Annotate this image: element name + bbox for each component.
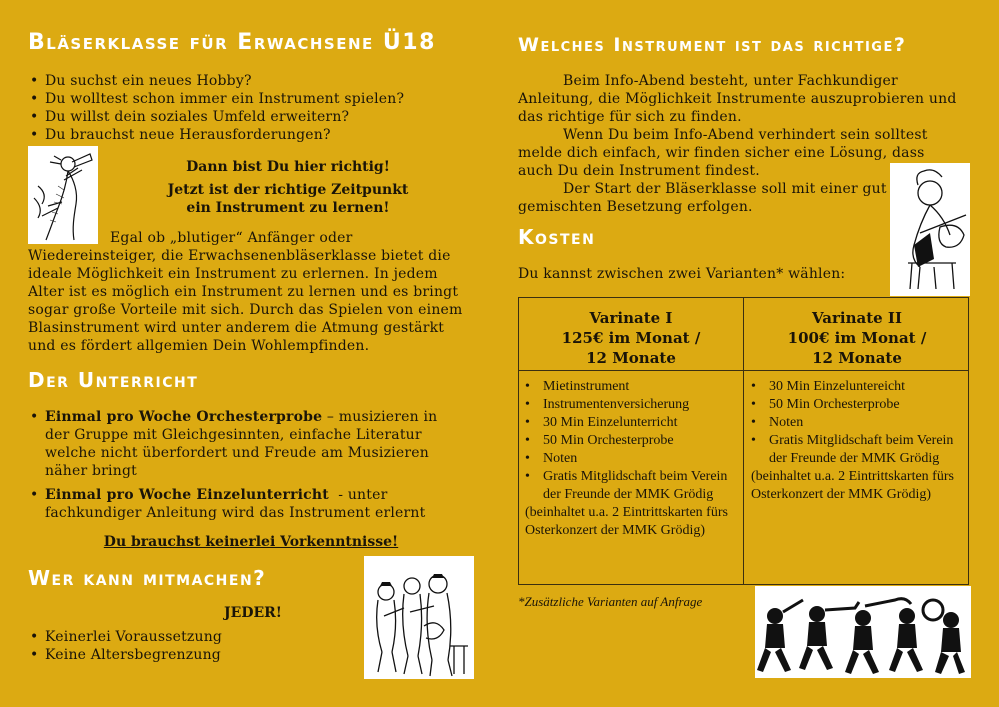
variant-1-list <box>519 378 741 504</box>
instrument-title: Welches Instrument ist das richtige? <box>518 34 907 56</box>
intro-line: Alter ist es möglich ein Instrument zu lernen und es bringt <box>28 284 459 300</box>
para-line: gemischten Besetzung erfolgen. <box>518 199 753 215</box>
intro-paragraph <box>28 229 474 355</box>
item-bold: Einmal pro Woche Einzelunterricht <box>45 487 329 503</box>
intro-line: ideale Möglichkeit ein Instrument zu erlernen. In jedem <box>28 266 438 282</box>
highlight-right-here: Dann bist Du hier richtig! <box>186 159 390 175</box>
item-text: - unter <box>328 487 388 503</box>
violin-player-icon <box>890 163 970 296</box>
list-item: • Noten <box>745 414 967 432</box>
list-item: • Instrumentenversicherung <box>519 396 741 414</box>
variant-duration: 12 Monate <box>586 349 676 367</box>
table-divider <box>519 370 968 371</box>
page-title: Bläserklasse für Erwachsene Ü18 <box>28 30 436 55</box>
list-item: • Noten <box>519 450 741 468</box>
variant-title: Varinate I <box>589 309 673 327</box>
question-list <box>28 72 468 144</box>
list-item: • Du willst dein soziales Umfeld erweitern? <box>28 108 468 126</box>
list-item: • Du brauchst neue Herausforderungen? <box>28 126 468 144</box>
para-line: das richtige für sich zu finden. <box>518 109 742 125</box>
list-item <box>28 486 474 522</box>
para-line: Anleitung, die Möglichkeit Instrumente auszuprobieren und <box>518 91 957 107</box>
violin-player-drawing <box>890 163 970 296</box>
item-text: welche nicht überfordert und Freude am Musizieren <box>45 445 429 461</box>
section-title-kosten: Kosten <box>518 225 596 249</box>
highlight-learn-instrument: ein Instrument zu lernen! <box>186 200 390 216</box>
no-prior-knowledge: Du brauchst keinerlei Vorkenntnisse! <box>103 534 399 550</box>
list-item: • 50 Min Orchesterprobe <box>519 432 741 450</box>
intro-line: Wiedereinsteiger, die Erwachsenenbläserklasse bietet die <box>28 248 451 264</box>
para-line: Wenn Du beim Info-Abend verhindert sein solltest <box>563 127 928 143</box>
wer-list <box>28 628 328 664</box>
item-text: – musizieren in <box>322 409 438 425</box>
para-line: auch Du dein Instrument findest. <box>518 163 760 179</box>
marching-band-silhouette <box>755 586 971 678</box>
highlight-right-time: Jetzt ist der richtige Zeitpunkt <box>167 182 409 198</box>
variants-footnote: *Zusätzliche Varianten auf Anfrage <box>518 594 703 609</box>
list-item: • Keinerlei Voraussetzung <box>28 628 328 646</box>
intro-line: Egal ob „blutiger“ Anfänger oder <box>110 230 353 246</box>
item-text: fachkundiger Anleitung wird das Instrument erlernt <box>45 505 426 521</box>
unterricht-list <box>28 408 474 522</box>
variant-title: Varinate II <box>812 309 902 327</box>
left-column <box>28 0 474 707</box>
item-bold: Einmal pro Woche Orchesterprobe <box>45 409 323 425</box>
para-line: Beim Info-Abend besteht, unter Fachkundiger <box>563 73 898 89</box>
variant-2-header <box>745 308 969 368</box>
section-title-wer: Wer kann mitmachen? <box>28 566 267 590</box>
list-item: • 30 Min Einzelunterricht <box>519 414 741 432</box>
variant-note: (beinhaltet u.a. 2 Eintrittskarten fürs Osterkonzert der MMK Grödig) <box>751 469 954 502</box>
table-divider <box>743 298 744 584</box>
variant-note: (beinhaltet u.a. 2 Eintrittskarten fürs Osterkonzert der MMK Grödig) <box>525 505 728 538</box>
kosten-intro: Du kannst zwischen zwei Varianten* wählen: <box>518 266 846 282</box>
para-line: Der Start der Bläserklasse soll mit einer gut <box>563 181 887 197</box>
list-item: • Gratis Mitglidschaft beim Verein der Freunde der MMK Grödig <box>745 432 967 468</box>
pricing-table <box>518 297 969 585</box>
band-group-icon <box>364 556 474 679</box>
variant-price: 100€ im Monat / <box>787 329 927 347</box>
variant-duration: 12 Monate <box>812 349 902 367</box>
para-line: melde dich einfach, wir finden sicher eine Lösung, dass <box>518 145 925 161</box>
right-column <box>518 0 972 707</box>
list-item: • Du wolltest schon immer ein Instrument spielen? <box>28 90 468 108</box>
list-item: • 30 Min Einzeluntereicht <box>745 378 967 396</box>
variant-2-list <box>745 378 967 468</box>
intro-line: Blasinstrument wird unter anderem die Atmung gestärkt <box>28 320 445 336</box>
variant-2-details <box>745 378 967 504</box>
variant-price: 125€ im Monat / <box>561 329 701 347</box>
intro-line: sogar große Vorteile mit sich. Durch das Spielen von einem <box>28 302 463 318</box>
variant-1-header <box>519 308 743 368</box>
everyone-label: JEDER! <box>224 605 282 621</box>
list-item: • Keine Altersbegrenzung <box>28 646 328 664</box>
section-title-unterricht: Der Unterricht <box>28 368 199 392</box>
intro-line: und es fördert allgemien Dein Wohlempfinden. <box>28 338 370 354</box>
marching-band-icon <box>755 586 971 678</box>
list-item: • Du suchst ein neues Hobby? <box>28 72 468 90</box>
item-text: der Gruppe mit Gleichgesinnten, einfache Literatur <box>45 427 422 443</box>
list-item: • Mietinstrument <box>519 378 741 396</box>
variant-1-details <box>519 378 741 540</box>
item-text: näher bringt <box>45 463 137 479</box>
list-item <box>28 408 474 480</box>
list-item: • 50 Min Orchesterprobe <box>745 396 967 414</box>
band-group-drawing <box>364 556 474 679</box>
list-item: • Gratis Mitglidschaft beim Verein der Freunde der MMK Grödig <box>519 468 741 504</box>
